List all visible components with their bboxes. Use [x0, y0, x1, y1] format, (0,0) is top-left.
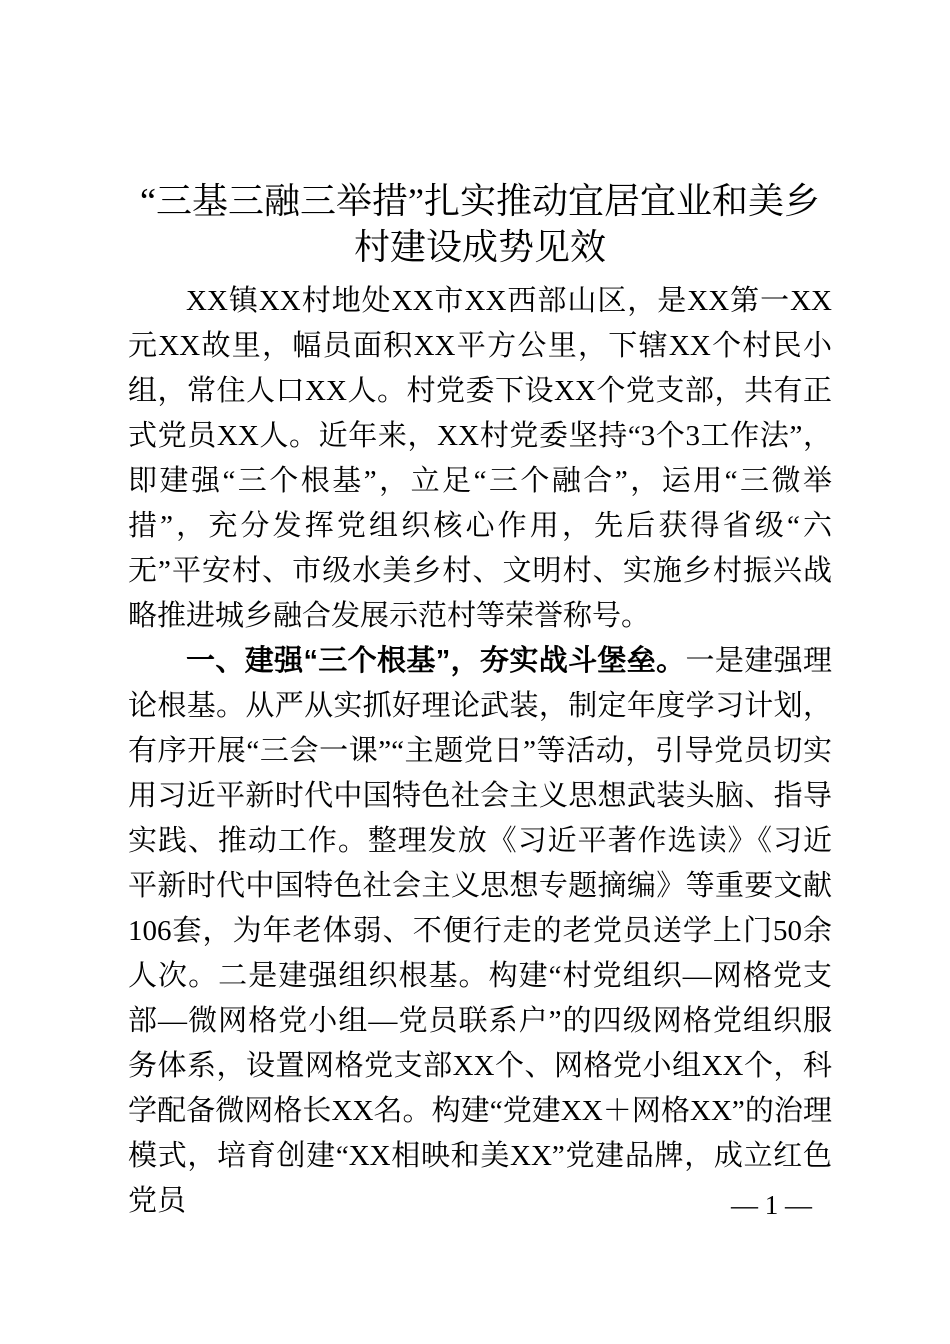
title-line-1: “三基三融三举措”扎实推动宜居宜业和美乡	[140, 181, 820, 221]
title-line-2: 村建设成势见效	[353, 227, 606, 267]
document-title	[128, 178, 832, 270]
section-1-heading: 一、建强“三个根基”，夯实战斗堡垒。	[186, 645, 686, 677]
page-number: — 1 —	[731, 1190, 812, 1220]
section-1-body-text: 一是建强理论根基。从严从实抓好理论武装，制定年度学习计划，有序开展“三会一课”“主题党日”等活动，引导党员切实用习近平新时代中国特色社会主义思想武装头脑、指导实践、推动工作。整理发放《习近平著作选读》《习近平新时代中国特色社会主义思想专题摘编》等重要文献106套，为年老体弱、不便行走的老党员送学上门50余人次。二是建强组织根基。构建“村党组织—网格党支部—微网格党小组—党员联系户”的四级网格党组织服务体系，设置网格党支部XX个、网格党小组XX个，科学配备微网格长XX名。构建“党建XX＋网格XX”的治理模式，培育创建“XX相映和美XX”党建品牌，成立红色党员	[128, 645, 832, 1217]
paragraph-section-1	[128, 639, 832, 1224]
paragraph-intro: XX镇XX村地处XX市XX西部山区，是XX第一XX元XX故里，幅员面积XX平方公里，下辖XX个村民小组，常住人口XX人。村党委下设XX个党支部，共有正式党员XX人。近年来，XX村党委坚持“3个3工作法”，即建强“三个根基”，立足“三个融合”，运用“三微举措”，充分发挥党组织核心作用，先后获得省级“六无”平安村、市级水美乡村、文明村、实施乡村振兴战略推进城乡融合发展示范村等荣誉称号。	[128, 285, 832, 632]
document-content	[128, 178, 832, 1224]
